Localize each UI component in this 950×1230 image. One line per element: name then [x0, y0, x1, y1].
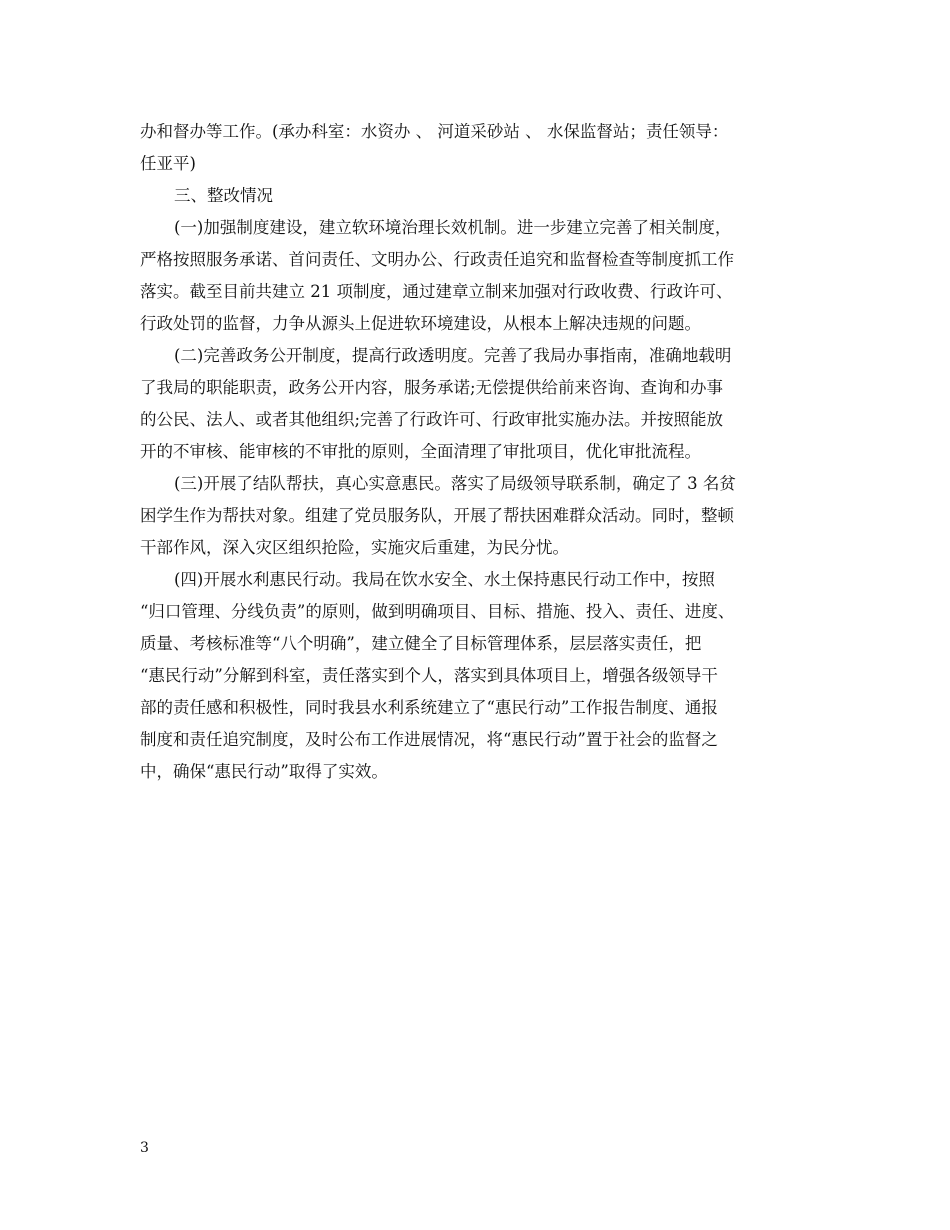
text-line: “归口管理、分线负责”的原则，做到明确项目、目标、措施、投入、责任、进度、 — [140, 602, 735, 621]
text-line: 部的责任感和积极性，同时我县水利系统建立了“惠民行动”工作报告制度、通报 — [140, 698, 718, 717]
text-line: 落实。截至目前共建立 21 项制度，通过建章立制来加强对行政收费、行政许可、 — [140, 282, 733, 301]
text-line: 任亚平) — [140, 154, 196, 173]
paragraph-start: (四)开展水利惠民行动。我局在饮水安全、水土保持惠民行动工作中，按照 — [174, 570, 715, 589]
text-line: 严格按照服务承诺、首问责任、文明办公、行政责任追究和监督检查等制度抓工作 — [140, 250, 734, 269]
text-line: 困学生作为帮扶对象。组建了党员服务队，开展了帮扶困难群众活动。同时，整顿 — [140, 506, 734, 525]
document-body — [140, 116, 830, 788]
section-heading: 三、整改情况 — [174, 186, 273, 205]
text-line: 了我局的职能职责，政务公开内容，服务承诺;无偿提供给前来咨询、查询和办事 — [140, 378, 724, 397]
text-line: 的公民、法人、或者其他组织;完善了行政许可、行政审批实施办法。并按照能放 — [140, 410, 724, 429]
paragraph-start: (二)完善政务公开制度，提高行政透明度。完善了我局办事指南，准确地载明 — [174, 346, 732, 365]
paragraph-start: (一)加强制度建设，建立软环境治理长效机制。进一步建立完善了相关制度， — [174, 218, 732, 237]
text-line: 制度和责任追究制度，及时公布工作进展情况，将“惠民行动”置于社会的监督之 — [140, 730, 718, 749]
text-line: 干部作风，深入灾区组织抢险，实施灾后重建，为民分忧。 — [140, 538, 569, 557]
page-number: 3 — [140, 1140, 149, 1156]
text-line: “惠民行动”分解到科室，责任落实到个人，落实到具体项目上，增强各级领导干 — [140, 666, 718, 685]
text-line: 中，确保“惠民行动”取得了实效。 — [140, 762, 388, 781]
text-line: 开的不审核、能审核的不审批的原则，全面清理了审批项目，优化审批流程。 — [140, 442, 701, 461]
text-line: 质量、考核标准等“八个明确”，建立健全了目标管理体系，层层落实责任，把 — [140, 634, 702, 653]
text-line: 办和督办等工作。(承办科室：水资办 、 河道采砂站 、 水保监督站；责任领导： — [140, 122, 729, 141]
text-line: 行政处罚的监督，力争从源头上促进软环境建设，从根本上解决违规的问题。 — [140, 314, 701, 333]
paragraph-start: (三)开展了结队帮扶，真心实意惠民。落实了局级领导联系制，确定了 3 名贫 — [174, 474, 736, 493]
